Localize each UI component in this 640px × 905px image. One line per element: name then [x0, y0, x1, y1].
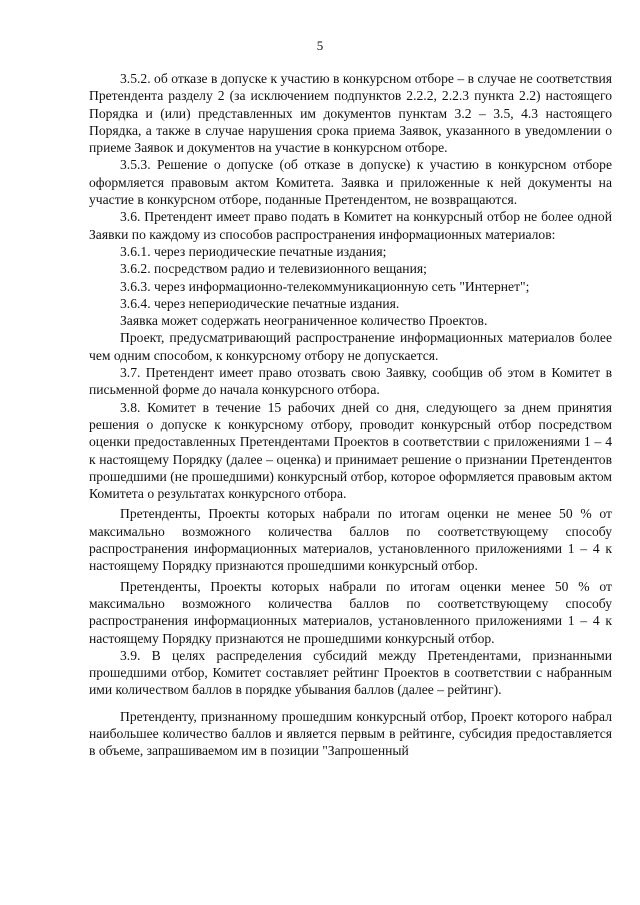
page-number: 5	[316, 38, 324, 53]
paragraph-failed-applicants: Претенденты, Проекты которых набрали по итогам оценки менее 50 % от максимально возможного количества баллов по соответствующему способу распространения информационных материалов, установленного приложениями 1 – 4 к настоящему Порядку признаются не прошедшими конкурсный отбор.	[89, 578, 612, 646]
paragraph-3-5-3: 3.5.3. Решение о допуске (об отказе в допуске) к участию в конкурсном отборе оформляется правовым актом Комитета. Заявка и приложенные к ней документы на участие в конкурсном отборе, поданные Претендентом, не возвращаются.	[89, 157, 612, 208]
paragraph-3-6-2: 3.6.2. посредством радио и телевизионного вещания;	[120, 261, 427, 277]
document-body	[89, 70, 612, 760]
paragraph-3-6-1: 3.6.1. через периодические печатные издания;	[120, 243, 387, 259]
paragraph-multi-method-project: Проект, предусматривающий распространение информационных материалов более чем одним способом, к конкурсному отбору не допускается.	[89, 330, 612, 363]
paragraph-3-7: 3.7. Претендент имеет право отозвать свою Заявку, сообщив об этом в Комитет в письменной форме до начала конкурсного отбора.	[89, 365, 612, 398]
paragraph-3-8: 3.8. Комитет в течение 15 рабочих дней со дня, следующего за днем принятия решения о допуске к конкурсному отбору, проводит конкурсный отбор посредством оценки предоставленных Претендентами Проектов в соответствии с приложениями 1 – 4 к настоящему Порядку (далее – оценка) и принимает решение о признании Претендентов прошедшими (не прошедшими) конкурсный отбор, которое оформляется правовым актом Комитета о результатах конкурсного отбора.	[89, 399, 612, 502]
paragraph-application-projects: Заявка может содержать неограниченное количество Проектов.	[120, 313, 488, 329]
paragraph-passed-applicants: Претенденты, Проекты которых набрали по итогам оценки не менее 50 % от максимально возможного количества баллов по соответствующему способу распространения информационных материалов, установленного приложениями 1 – 4 к настоящему Порядку признаются прошедшими конкурсный отбор.	[89, 506, 612, 574]
paragraph-first-ranked-subsidy: Претенденту, признанному прошедшим конкурсный отбор, Проект которого набрал наибольшее количество баллов и является первым в рейтинге, субсидия предоставляется в объеме, запрашиваемом им в позиции "Запрошенный	[89, 708, 612, 759]
paragraph-3-6: 3.6. Претендент имеет право подать в Комитет на конкурсный отбор не более одной Заявки по каждому из способов распространения информационных материалов:	[89, 209, 612, 242]
paragraph-3-5-2: 3.5.2. об отказе в допуске к участию в конкурсном отборе – в случае не соответствия Претендента разделу 2 (за исключением подпунктов 2.2.2, 2.2.3 пункта 2.2) настоящего Порядка и (или) представленных им документов пунктам 3.2 – 3.5, 4.3 настоящего Порядка, а также в случае нарушения срока приема Заявок, указанного в уведомлении о приеме Заявок и документов на участие в конкурсном отборе.	[89, 71, 612, 156]
paragraph-3-6-4: 3.6.4. через непериодические печатные издания.	[120, 295, 400, 311]
paragraph-3-6-3: 3.6.3. через информационно-телекоммуникационную сеть "Интернет";	[120, 278, 530, 294]
paragraph-3-9: 3.9. В целях распределения субсидий между Претендентами, признанными прошедшими отбор, Комитет составляет рейтинг Проектов в соответствии с набранным ими количеством баллов в порядке убывания баллов (далее – рейтинг).	[89, 647, 612, 698]
